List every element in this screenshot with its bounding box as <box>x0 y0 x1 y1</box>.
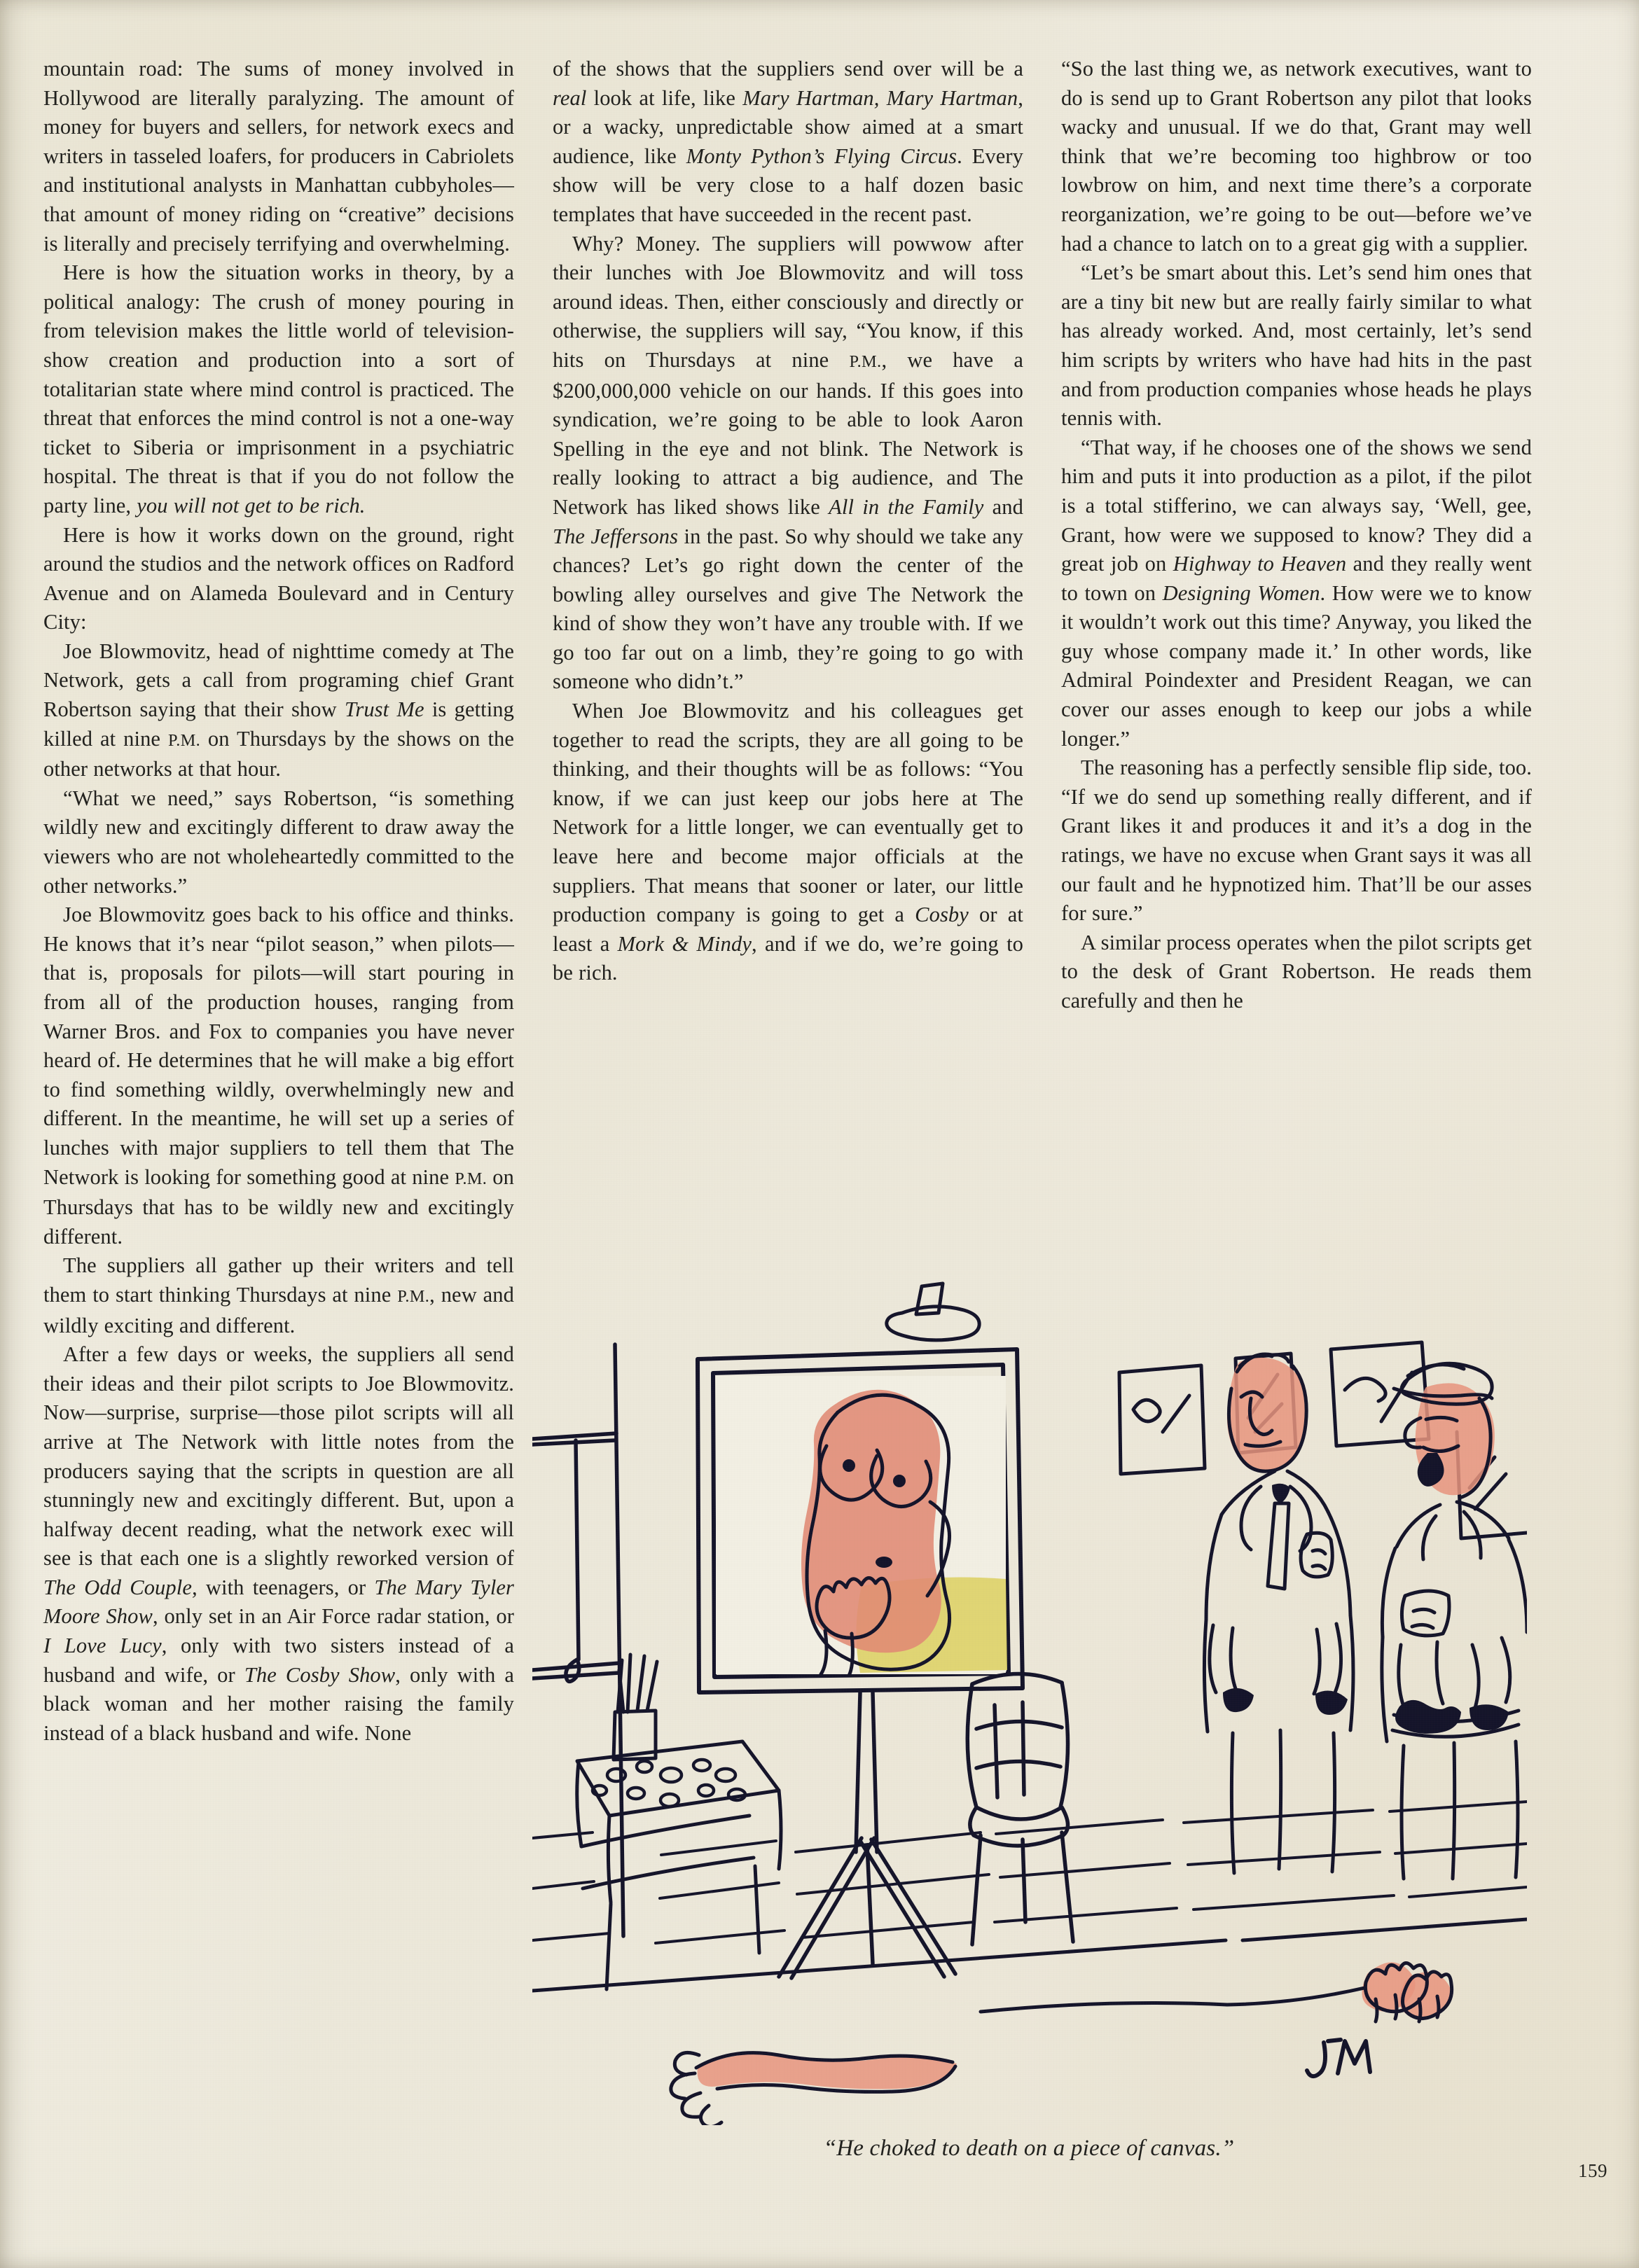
floorboards <box>532 1802 1527 1991</box>
text-column-1 <box>43 55 514 1748</box>
page-number: 159 <box>1578 2160 1607 2181</box>
paragraph: When Joe Blowmovitz and his colleagues get together to read the scripts, they are all going to be thinking, and their thoughts will be as follows: “You know, if we can just keep our jobs here at The Network for a little longer, we can eventually get to leave here and become major officials at the suppliers. That means that sooner or later, our little production company is going to get a Cosby or at least a Mork & Mindy, and if we do, we’re going to be rich. <box>553 699 1023 985</box>
text-column-2 <box>553 55 1023 988</box>
detective-figure <box>1204 1354 1353 1873</box>
paragraph: Why? Money. The suppliers will powwow after their lunches with Joe Blowmovitz and will toss around ideas. Then, either consciously and directly or otherwise, the suppliers will say, “You know, if this hits on Thursdays at nine P.M., we have a $200,000,000 vehicle on our hands. If this goes into syndication, we’re going to be able to look Aaron Spelling in the eye and not blink. The Network is really looking to attract a big audience, and The Network has liked shows like All in the Family and The Jeffersons in the past. So why should we take any chances? Let’s go right down the center of the bowling alley ourselves and give The Network the kind of show they won’t have any trouble with. If we go too far out on a limb, they’re going to go with someone who didn’t.” <box>553 231 1024 694</box>
paragraph: Here is how it works down on the ground, right around the studios and the network offices on Radford Avenue and on Alameda Boulevard and in Century City: <box>43 522 515 634</box>
artist-signature <box>1307 2040 1370 2076</box>
cartoon-illustration <box>532 1222 1527 2125</box>
paragraph: mountain road: The sums of money involved in Hollywood are literally paralyzing. The amount of money for buyers and sellers, for network execs and writers in tasseled loafers, for producers in Cabriolets and institutional analysts in Manhattan cubbyholes—that amount of money riding on “creative” decisions is literally and precisely terrifying and overwhelming. <box>43 57 514 256</box>
paragraph: of the shows that the suppliers send over will be a real look at life, like Mary Hartman, Mary Hartman, or a wacky, unpredictable show aimed at a smart audience, like Monty Python’s Flying Circus. Every show will be very close to a half dozen basic templates that have succeeded in the recent past. <box>553 57 1023 226</box>
paragraph: After a few days or weeks, the suppliers all send their ideas and their pilot scripts to Joe Blowmovitz. Now—surprise, surprise—those pilot scripts will all arrive at The Network with little notes from the producers saying that the scripts in question are all stunningly new and excitingly different. But, upon a halfway decent reading, what the network exec will see is that each one is a slightly reworked version of The Odd Couple, with teenagers, or The Mary Tyler Moore Show, only set in an Air Force radar station, or I Love Lucy, only with two sisters instead of a husband and wife, or The Cosby Show, only with a black woman and her mother raising the family instead of a black husband and wife. None <box>43 1342 514 1745</box>
paragraph: Joe Blowmovitz goes back to his office and thinks. He knows that it’s near “pilot season,” when pilots—that is, proposals for pilots—will start pouring in from all of the production houses, ranging from Warner Bros. and Fox to companies you have never heard of. He determines that he will make a big effort to find something wildly, overwhelmingly new and different. In the meantime, he will set up a series of lunches with major suppliers to tell them that The Network is looking for something good at nine P.M. on Thursdays that has to be wildly new and excitingly different. <box>43 903 515 1248</box>
paragraph: “So the last thing we, as network executives, want to do is send up to Grant Robertson any pilot that looks wacky and unusual. If we do that, Grant may well think that we’re becoming too highbrow or too lowbrow on him, and next time there’s a corporate reorganization, we’re going to be out—before we’ve had a chance to latch on to a great gig with a supplier. <box>1061 57 1532 256</box>
paragraph: Here is how the situation works in theory, by a political analogy: The crush of money pouring in from television makes the little world of television-show creation and production into a sort of totalitarian state where mind control is practiced. The threat that enforces the mind control is not a one-way ticket to Siberia or imprisonment in a psychiatric hospital. The threat is that if you do not follow the party line, you will not get to be rich. <box>43 260 514 517</box>
table-with-brushes <box>577 1655 781 1989</box>
body-on-floor-arm <box>671 2052 957 2125</box>
paragraph: “Let’s be smart about this. Let’s send him ones that are a tiny bit new but are really fairly similar to what has already worked. And, most certainly, let’s send him scripts by writers who have had hits in the past and from production companies whose heads he plays tennis with. <box>1061 260 1532 431</box>
body-on-floor-legs <box>981 1988 1364 2012</box>
nude-figure-wash <box>801 1390 941 1653</box>
paragraph: The reasoning has a perfectly sensible flip side, too. “If we do send up something really different, and if Grant likes it and produces it and it’s a dog in the ratings, we have no excuse when Grant says it was all our fault and he hypnotized him. That’ll be our asses for sure.” <box>1061 756 1532 926</box>
cartoon-caption: “He choked to death on a piece of canvas.” <box>823 2136 1235 2161</box>
easel-tripod <box>779 1692 955 1978</box>
body-on-floor-feet <box>1362 1962 1451 2022</box>
cartoon-svg <box>532 1222 1527 2125</box>
paragraph: A similar process operates when the pilot scripts get to the desk of Grant Robertson. He reads them carefully and then he <box>1061 930 1532 1013</box>
chair <box>967 1674 1073 1945</box>
paragraph: Joe Blowmovitz, head of nighttime comedy at The Network, gets a call from programing chief Grant Robertson saying that their show Trust Me is getting killed at nine P.M. on Thursdays by the shows on the other networks at that hour. <box>43 639 515 781</box>
paint-box-on-frame <box>887 1283 979 1340</box>
paragraph: “That way, if he chooses one of the shows we send him and puts it into production as a pilot, if the pilot is a total stifferino, we can always say, ‘Well, gee, Grant, how were we supposed to know? They did a great job on Highway to Heaven and they really went to town on Designing Women. How were we to know it wouldn’t work out this time? Anyway, you liked the guy whose company made it.’ In other words, like Admiral Poindexter and President Reagan, we can cover our asses enough to keep our jobs a while longer.” <box>1061 435 1532 751</box>
paragraph: The suppliers all gather up their writers and tell them to start thinking Thursdays at nine P.M., new and wildly exciting and different. <box>43 1253 514 1337</box>
text-column-3 <box>1061 55 1532 1016</box>
paragraph: “What we need,” says Robertson, “is something wildly new and excitingly different to draw away the viewers who are not wholeheartedly committed to the other networks.” <box>43 786 514 898</box>
